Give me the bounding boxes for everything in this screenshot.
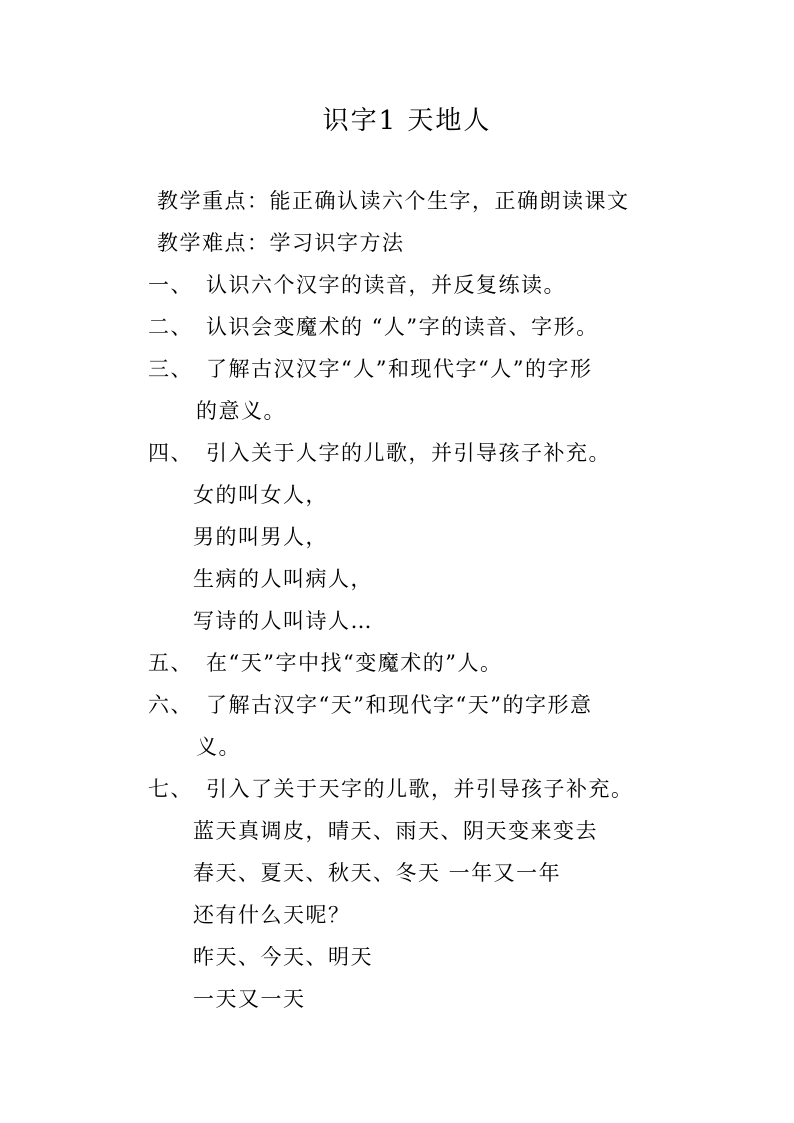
rhyme-line: 蓝天真调皮，晴天、雨天、阴天变来变去 [193, 819, 598, 843]
step-7 [148, 775, 634, 803]
rhyme-line: 春天、夏天、秋天、冬天 一年又一年 [193, 861, 562, 885]
rhyme-line: 昨天、今天、明天 [193, 945, 373, 969]
step-text: 引入了关于天字的儿歌，并引导孩子补充。 [206, 777, 634, 801]
difficulties: 教学难点：学习识字方法 [157, 231, 405, 255]
step-3-continuation: 的意义。 [196, 399, 286, 423]
rhyme-line: 生病的人叫病人， [193, 567, 373, 591]
step-text: 了解古汉汉字“人”和现代字“人”的字形 [206, 357, 593, 381]
step-1 [148, 271, 566, 299]
rhyme-line: 男的叫男人， [193, 525, 328, 549]
step-3 [148, 355, 592, 383]
document-title: 识字1 天地人 [322, 106, 492, 136]
rhyme-line: 还有什么天呢？ [193, 903, 351, 927]
step-6-continuation: 义。 [196, 735, 241, 759]
rhyme-line: 一天又一天 [193, 987, 306, 1011]
step-number: 六、 [148, 693, 193, 717]
step-number: 七、 [148, 777, 193, 801]
step-text: 了解古汉字“天”和现代字“天”的字形意 [206, 693, 593, 717]
rhyme-line: 女的叫女人， [193, 483, 328, 507]
step-5 [148, 649, 502, 677]
step-2 [148, 313, 599, 341]
step-text: 引入关于人字的儿歌，并引导孩子补充。 [206, 441, 611, 465]
step-text: 在“天”字中找“变魔术的”人。 [206, 651, 503, 675]
step-text: 认识六个汉字的读音，并反复练读。 [206, 273, 566, 297]
step-number: 五、 [148, 651, 193, 675]
step-6 [148, 691, 592, 719]
step-number: 一、 [148, 273, 193, 297]
key-points: 教学重点：能正确认读六个生字，正确朗读课文 [157, 189, 630, 213]
step-number: 四、 [148, 441, 193, 465]
step-number: 二、 [148, 315, 193, 339]
step-4 [148, 439, 611, 467]
step-number: 三、 [148, 357, 193, 381]
rhyme-line: 写诗的人叫诗人… [193, 609, 373, 633]
step-text: 认识会变魔术的 “人”字的读音、字形。 [206, 315, 599, 339]
